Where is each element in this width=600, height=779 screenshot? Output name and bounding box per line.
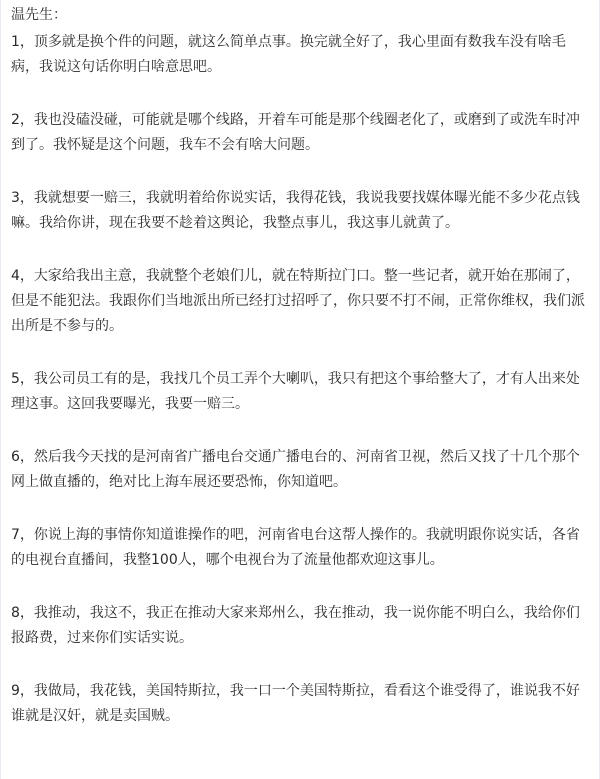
paragraph-4: 4，大家给我出主意，我就整个老娘们儿，就在特斯拉门口。整一些记者，就开始在那闹了，但是不能犯法。我跟你们当地派出所已经打过招呼了，你只要不打不闹，正常你维权，我们派出所是不参与的。 [11,268,585,334]
paragraph-3: 3，我就想要一赔三，我就明着给你说实话，我得花钱，我说我要找媒体曝光能不多少花点钱嘛。我给你讲，现在我要不趁着这舆论，我整点事儿，我这事儿就黄了。 [11,190,580,231]
paragraph-5: 5，我公司员工有的是，我找几个员工弄个大喇叭，我只有把这个事给整大了，才有人出来处理这事。这回我要曝光，我要一赔三。 [11,371,580,412]
paragraph-8: 8，我推动，我这不，我正在推动大家来郑州么，我在推动，我一说你能不明白么，我给你们报路费，过来你们实话实说。 [11,605,580,646]
paragraph-1: 1，顶多就是换个件的问题，就这么简单点事。换完就全好了，我心里面有数我车没有啥毛病，我说这句话你明白啥意思吧。 [11,34,566,75]
paragraph-2: 2，我也没磕没碰，可能就是哪个线路，开着车可能是那个线圈老化了，或磨到了或洗车时冲到了。我怀疑是这个问题，我车不会有啥大问题。 [11,112,580,153]
paragraph-7: 7，你说上海的事情你知道谁操作的吧，河南省电台这帮人操作的。我就明跟你说实话，各省的电视台直播间，我整100人，哪个电视台为了流量他都欢迎这事儿。 [11,527,580,568]
greeting-line: 温先生： [11,7,67,23]
paragraph-6: 6，然后我今天找的是河南省广播电台交通广播电台的、河南省卫视，然后又找了十几个那个网上做直播的，绝对比上海车展还要恐怖，你知道吧。 [11,449,580,490]
paragraph-9: 9，我做局，我花钱，美国特斯拉，我一口一个美国特斯拉，看看这个谁受得了，谁说我不好谁就是汉奸，就是卖国贼。 [11,683,580,724]
